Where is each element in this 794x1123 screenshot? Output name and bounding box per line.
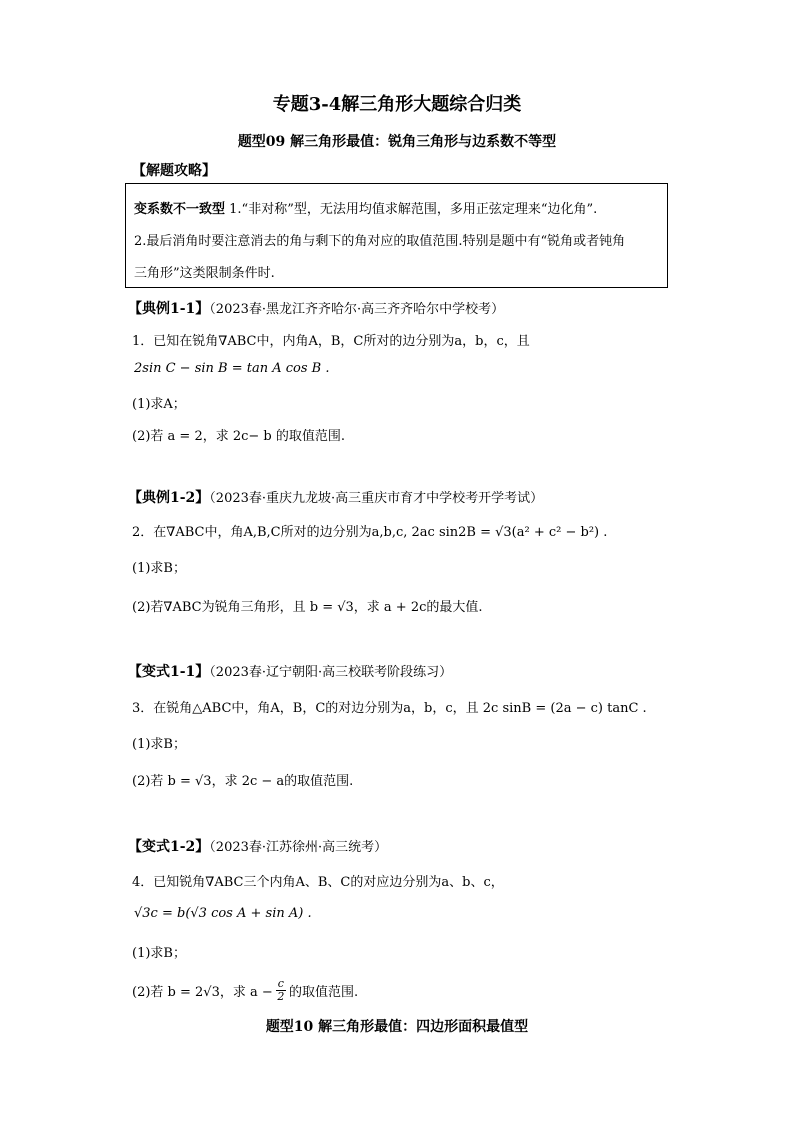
page-title: 专题3-4解三角形大题综合归类 — [272, 94, 522, 115]
strategy-label: 【解题攻略】 — [132, 163, 216, 179]
question-2: (2)若∇ABC为锐角三角形，且 b = √3，求 a + 2c的最大值. — [132, 600, 483, 615]
tip-line-2: 2.最后消角时要注意消去的角与剩下的角对应的取值范围.特别是题中有“锐角或者钝角 — [134, 234, 626, 249]
example-tag: 【典例1-1】 — [128, 301, 210, 317]
tip-bold: 变系数不一致型 — [134, 202, 226, 217]
problem-stem: 4．已知锐角∇ABC三个内角A、B、C的对应边分别为a、b、c， — [132, 875, 504, 890]
problem-stem: 2．在∇ABC中，角A,B,C所对的边分别为a,b,c, 2ac sin2B = √3(a² + c² − b²) . — [132, 525, 608, 540]
problem-stem: 1．已知在锐角∇ABC中，内角A，B，C所对的边分别为a，b，c，且 — [132, 334, 530, 349]
tip-text-1: 1.“非对称”型，无法用均值求解范围，多用正弦定理来“边化角”. — [229, 202, 598, 217]
question-1: (1)求A； — [132, 397, 186, 412]
question-1: (1)求B； — [132, 946, 186, 961]
next-section-heading: 题型10 解三角形最值：四边形面积最值型 — [265, 1019, 529, 1035]
problem-equation: 2sin C − sin B = tan A cos B . — [134, 361, 330, 376]
tip-line-3: 三角形”这类限制条件时. — [134, 266, 275, 281]
example-source: （2023春·黑龙江齐齐哈尔·高三齐齐哈尔中学校考） — [209, 302, 505, 317]
example-source: （2023春·辽宁朝阳·高三校联考阶段练习） — [209, 665, 453, 680]
example-header — [128, 836, 387, 856]
fraction-numerator: c — [277, 977, 284, 990]
question-2 — [132, 978, 358, 1003]
question-1: (1)求B； — [132, 561, 186, 576]
strategy-box — [125, 183, 668, 288]
example-source: （2023春·重庆九龙坡·高三重庆市育才中学校考开学考试） — [209, 491, 544, 506]
tip-line-1 — [134, 198, 597, 217]
example-source: （2023春·江苏徐州·高三统考） — [209, 840, 388, 855]
question-2: (2)若 b = √3，求 2c − a的取值范围. — [132, 774, 354, 789]
example-tag: 【典例1-2】 — [128, 490, 210, 506]
question-2-suffix: 的取值范围. — [288, 985, 359, 1000]
example-tag: 【变式1-1】 — [128, 664, 210, 680]
example-header — [128, 298, 504, 318]
problem-stem: 3．在锐角△ABC中，角A，B，C的对边分别为a，b，c，且 2c sinB = (2a − c) tanC . — [132, 701, 647, 716]
problem-equation: √3c = b(√3 cos A + sin A) . — [134, 906, 312, 921]
question-2-prefix: (2)若 b = 2√3，求 a − — [132, 985, 273, 1000]
example-header — [128, 487, 543, 507]
example-header — [128, 661, 452, 681]
fraction-denominator: 2 — [277, 990, 285, 1003]
question-2: (2)若 a = 2，求 2c− b 的取值范围. — [132, 429, 346, 444]
section-heading: 题型09 解三角形最值：锐角三角形与边系数不等型 — [237, 134, 557, 150]
example-tag: 【变式1-2】 — [128, 839, 210, 855]
question-1: (1)求B； — [132, 737, 186, 752]
fraction — [276, 978, 286, 1003]
